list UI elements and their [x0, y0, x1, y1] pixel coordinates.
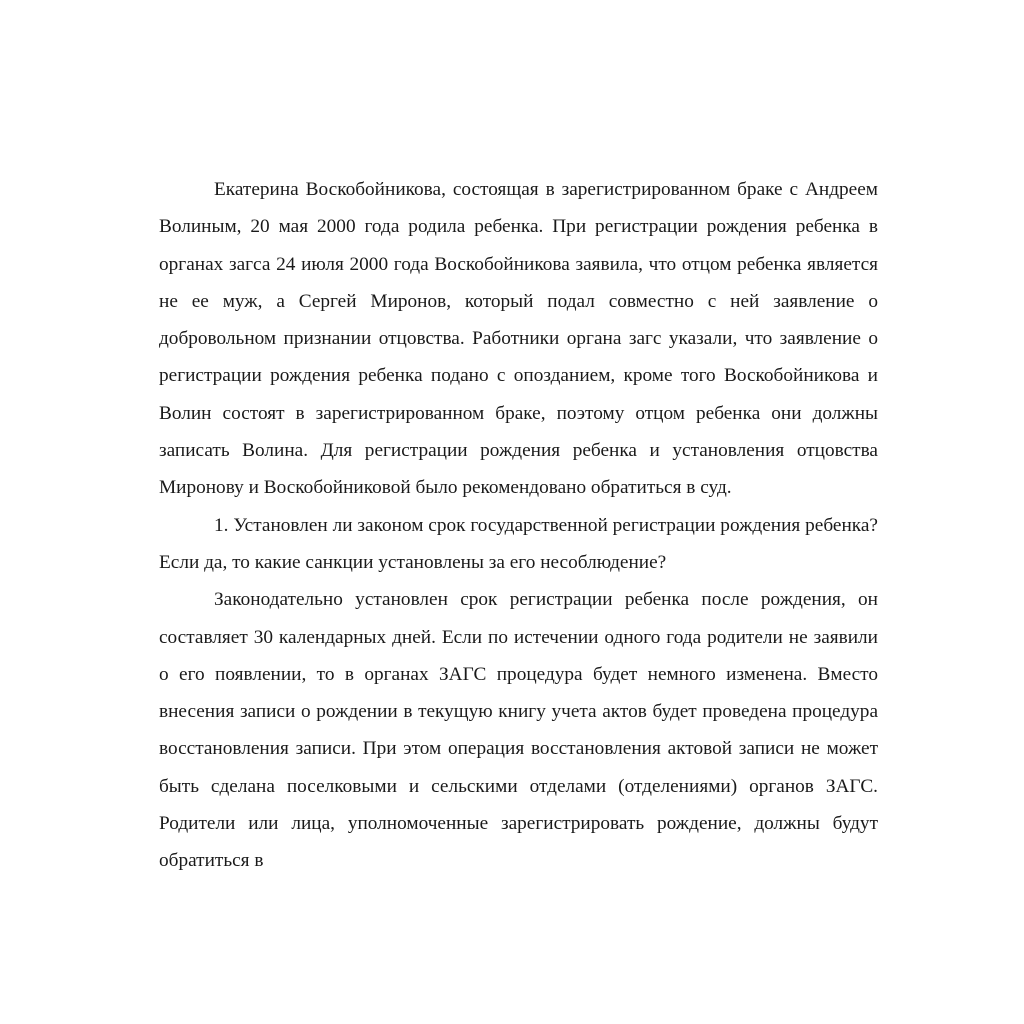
- document-body: [159, 171, 878, 901]
- answer-paragraph: Законодательно установлен срок регистрации ребенка после рождения, он составляет 30 календарных дней. Если по истечении одного года родители не заявили о его появлении, то в органах ЗАГС процедура будет немного изменена. Вместо внесения записи о рождении в текущую книгу учета актов будет проведена процедура восстановления записи. При этом операция восстановления актовой записи не может быть сделана поселковыми и сельскими отделами (отделениями) органов ЗАГС. Родители или лица, уполномоченные зарегистрировать рождение, должны будут обратиться в: [159, 589, 878, 872]
- case-description-paragraph: Екатерина Воскобойникова, состоящая в зарегистрированном браке с Андреем Волиным, 20 мая 2000 года родила ребенка. При регистрации рождения ребенка в органах загса 24 июля 2000 года Воскобойникова заявила, что отцом ребенка является не ее муж, а Сергей Миронов, который подал совместно с ней заявление о добровольном признании отцовства. Работники органа загс указали, что заявление о регистрации рождения ребенка подано с опозданием, кроме того Воскобойникова и Волин состоят в зарегистрированном браке, поэтому отцом ребенка они должны записать Волина. Для регистрации рождения ребенка и установления отцовства Миронову и Воскобойниковой было рекомендовано обратиться в суд.: [159, 179, 878, 499]
- question-paragraph: 1. Установлен ли законом срок государственной регистрации рождения ребенка? Если да, то какие санкции установлены за его несоблюдение?: [159, 514, 878, 573]
